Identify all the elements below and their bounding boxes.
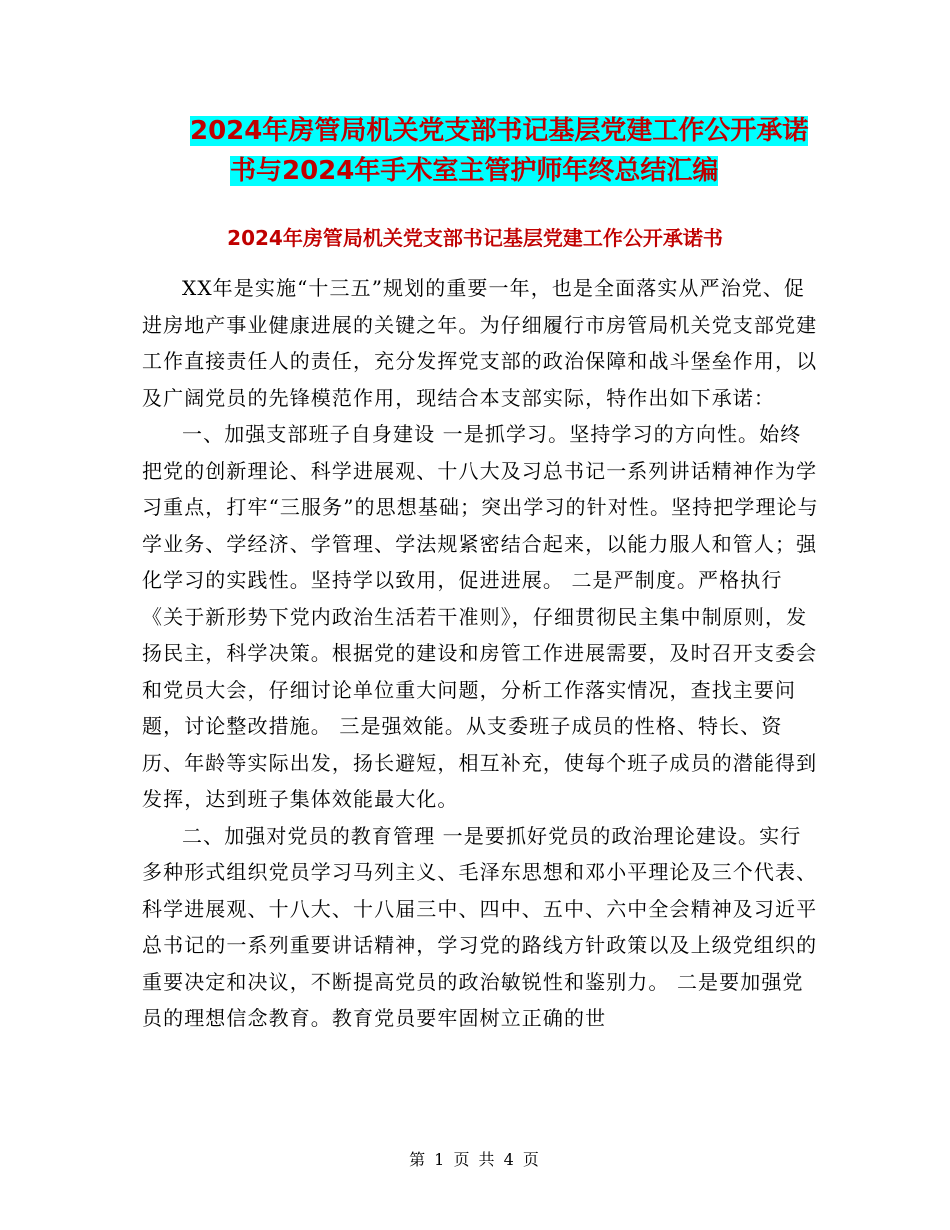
paragraph-section-2: 二、加强对党员的教育管理 一是要抓好党员的政治理论建设。实行多种形式组织党员学习马列主义、毛泽东思想和邓小平理论及三个代表、科学进展观、十八大、十八届三中、四中、五中、六中全会精神及习近平总书记的一系列重要讲话精神，学习党的路线方针政策以及上级党组织的重要决定和决议，不断提高党员的政治敏锐性和鉴别力。 二是要加强党员的理想信念教育。教育党员要牢固树立正确的世 [142,823,818,1030]
document-title-line-2 [190,151,830,191]
paragraph-intro: XX年是实施“十三五”规划的重要一年，也是全面落实从严治党、促进房地产事业健康进展的关键之年。为仔细履行市房管局机关党支部党建工作直接责任人的责任，充分发挥党支部的政治保障和战斗堡垒作用，以及广阔党员的先锋模范作用，现结合本支部实际，特作出如下承诺： [142,276,818,410]
document-title-line-1 [190,111,830,151]
title-highlight-1: 2024年房管局机关党支部书记基层党建工作公开承诺 [190,116,809,146]
title-highlight-2: 书与2024年手术室主管护师年终总结汇编 [230,156,719,186]
document-body [142,270,822,1037]
section-title: 2024年房管局机关党支部书记基层党建工作公开承诺书 [227,226,723,250]
paragraph-section-1: 一、加强支部班子自身建设 一是抓学习。坚持学习的方向性。始终把党的创新理论、科学进展观、十八大及习总书记一系列讲话精神作为学习重点，打牢“三服务”的思想基础；突出学习的针对性。坚持把学理论与学业务、学经济、学管理、学法规紧密结合起来，以能力服人和管人；强化学习的实践性。坚持学以致用，促进进展。 二是严制度。严格执行《关于新形势下党内政治生活若干准则》，仔细贯彻民主集中制原则，发扬民主，科学决策。根据党的建设和房管工作进展需要，及时召开支委会和党员大会，仔细讨论单位重大问题，分析工作落实情况，查找主要问题，讨论整改措施。 三是强效能。从支委班子成员的性格、特长、资历、年龄等实际出发，扬长避短，相互补充，使每个班子成员的潜能得到发挥，达到班子集体效能最大化。 [142,422,819,811]
page-footer: 第 1 页 共 4 页 [409,1150,541,1169]
document-title [190,111,830,191]
